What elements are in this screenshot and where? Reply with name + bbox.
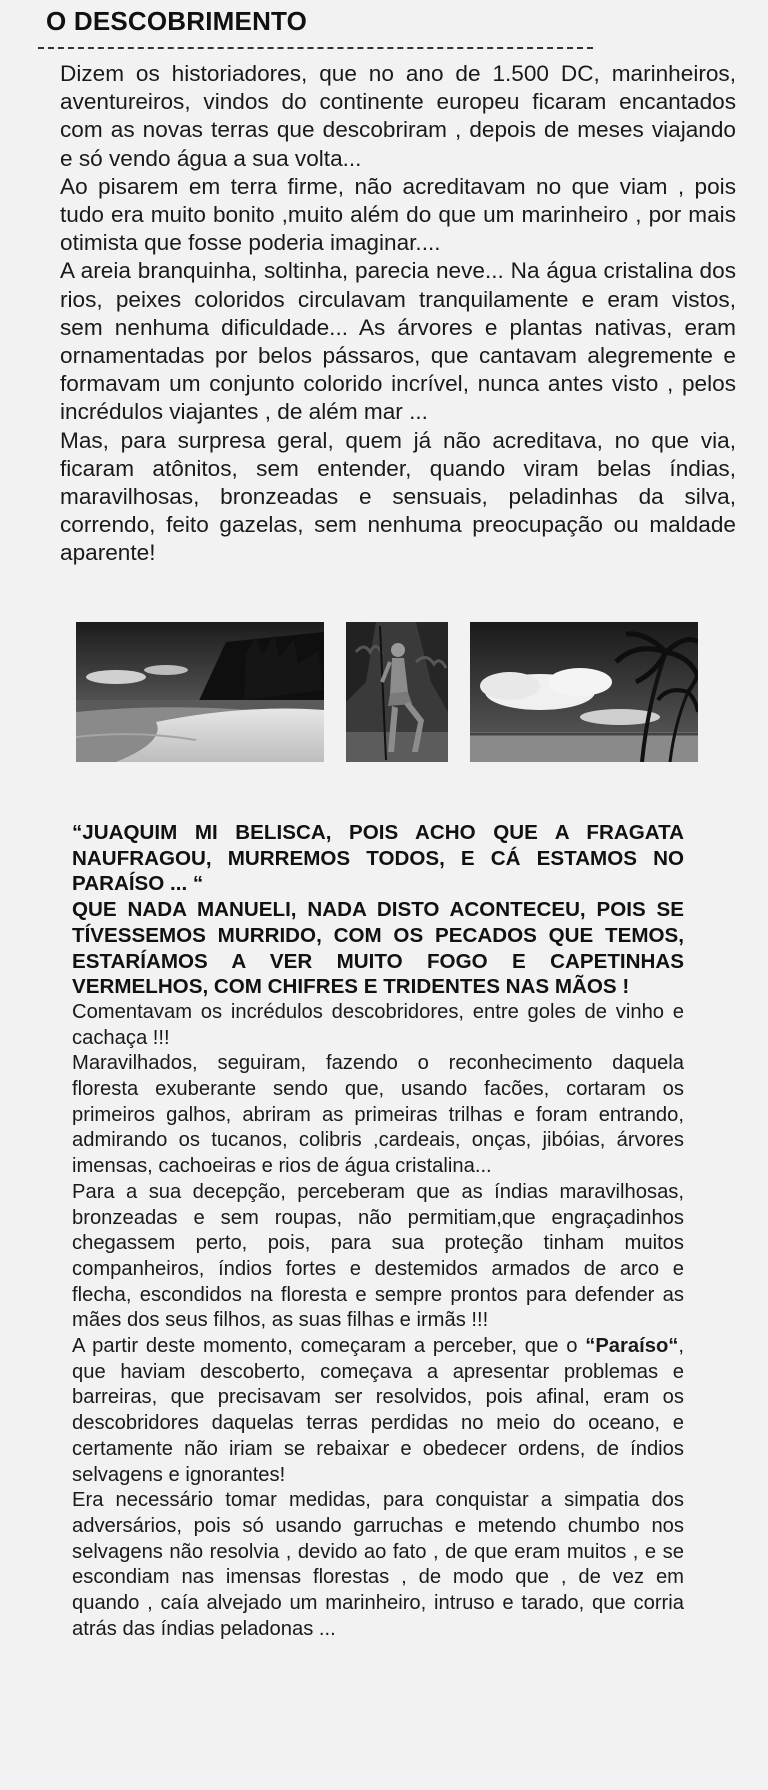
indigenous-woman-photo [346,622,448,762]
story-text [72,820,684,1643]
intro-text [60,60,736,568]
palm-beach-photo [470,622,698,762]
intro-paragraph-4: Mas, para surpresa geral, quem já não acreditava, no que via, ficaram atônitos, sem entender, quando viram belas índias, maravilhosas, bronzeadas e sensuais, peladinhas da silva, correndo, feito gazelas, sem nenhuma preocupação ou maldade aparente! [60,427,736,566]
body-paragraph-paraiso [72,1334,684,1488]
quote-juaquim: “JUAQUIM MI BELISCA, POIS ACHO QUE A FRAGATA NAUFRAGOU, MURREMOS TODOS, E CÁ ESTAMOS NO PARAÍSO ... “ [72,821,684,896]
body-paragraph-3: Para a sua decepção, perceberam que as índias maravilhosas, bronzeadas e sem roupas, não permitiam,que engraçadinhos chegassem perto, pois, para sua proteção tinham muitos companheiros, índios fortes e destemidos armados de arco e flecha, escondidos na floresta e sempre prontos para defender as mães dos seus filhos, as suas filhas e irmãs !!! [72,1180,684,1332]
paraiso-word: “Paraíso“ [585,1335,679,1358]
paraiso-rest: , que haviam descoberto, começava a apresentar problemas e barreiras, que precisavam ser resolvidos, pois afinal, eram os descobridores daquelas terras perdidas no meio do oceano, e certamente não iriam se rebaixar e obedecer ordens, de índios selvagens e ignorantes! [72,1335,684,1486]
intro-paragraph-2: Ao pisarem em terra firme, não acreditavam no que viam , pois tudo era muito bonito ,muito além do que um marinheiro , por mais otimista que fosse poderia imaginar.... [60,173,736,256]
quote-manueli: QUE NADA MANUELI, NADA DISTO ACONTECEU, POIS SE TÍVESSEMOS MURRIDO, COM OS PECADOS QUE TEMOS, ESTARÍAMOS A VER MUITO FOGO E CAPETINHAS VERMELHOS, COM CHIFRES E TRIDENTES NAS MÃOS ! [72,898,684,999]
paraiso-lead: A partir deste momento, começaram a perceber, que o [72,1335,586,1358]
body-paragraph-2: Maravilhados, seguiram, fazendo o reconhecimento daquela floresta exuberante sendo que, usando facões, cortaram os primeiros galhos, abriram as primeiras trilhas e foram entrando, admirando os tucanos, colibris ,cardeais, onças, jibóias, árvores imensas, cachoeiras e rios de água cristalina... [72,1052,684,1178]
closing-paragraph: Era necessário tomar medidas, para conquistar a simpatia dos adversários, pois só usando garruchas e metendo chumbo nos selvagens não resolvia , devido ao fato , de que eram muitos , e se escondiam nas imensas florestas , de modo que , de vez em quando , caía alvejado um marinheiro, intruso e tarado, que corria atrás das índias peladonas ... [72,1489,684,1640]
title-divider [38,47,593,49]
body-paragraph-1: Comentavam os incrédulos descobridores, entre goles de vinho e cachaça !!! [72,1000,684,1049]
intro-paragraph-3: A areia branquinha, soltinha, parecia neve... Na água cristalina dos rios, peixes coloridos circulavam tranquilamente e eram vistos, sem nenhuma dificuldade... As árvores e plantas nativas, eram ornamentadas por belos pássaros, que cantavam alegremente e formavam um conjunto colorido incrível, nunca antes visto , pelos incrédulos viajantes , de além mar ... [60,258,736,425]
page-title: O DESCOBRIMENTO [46,6,308,36]
intro-paragraph-1: Dizem os historiadores, que no ano de 1.500 DC, marinheiros, aventureiros, vindos do continente europeu ficaram encantados com as novas terras que descobriram , depois de meses viajando e só vendo água a sua volta... [60,61,736,171]
beach-photo [76,622,324,762]
